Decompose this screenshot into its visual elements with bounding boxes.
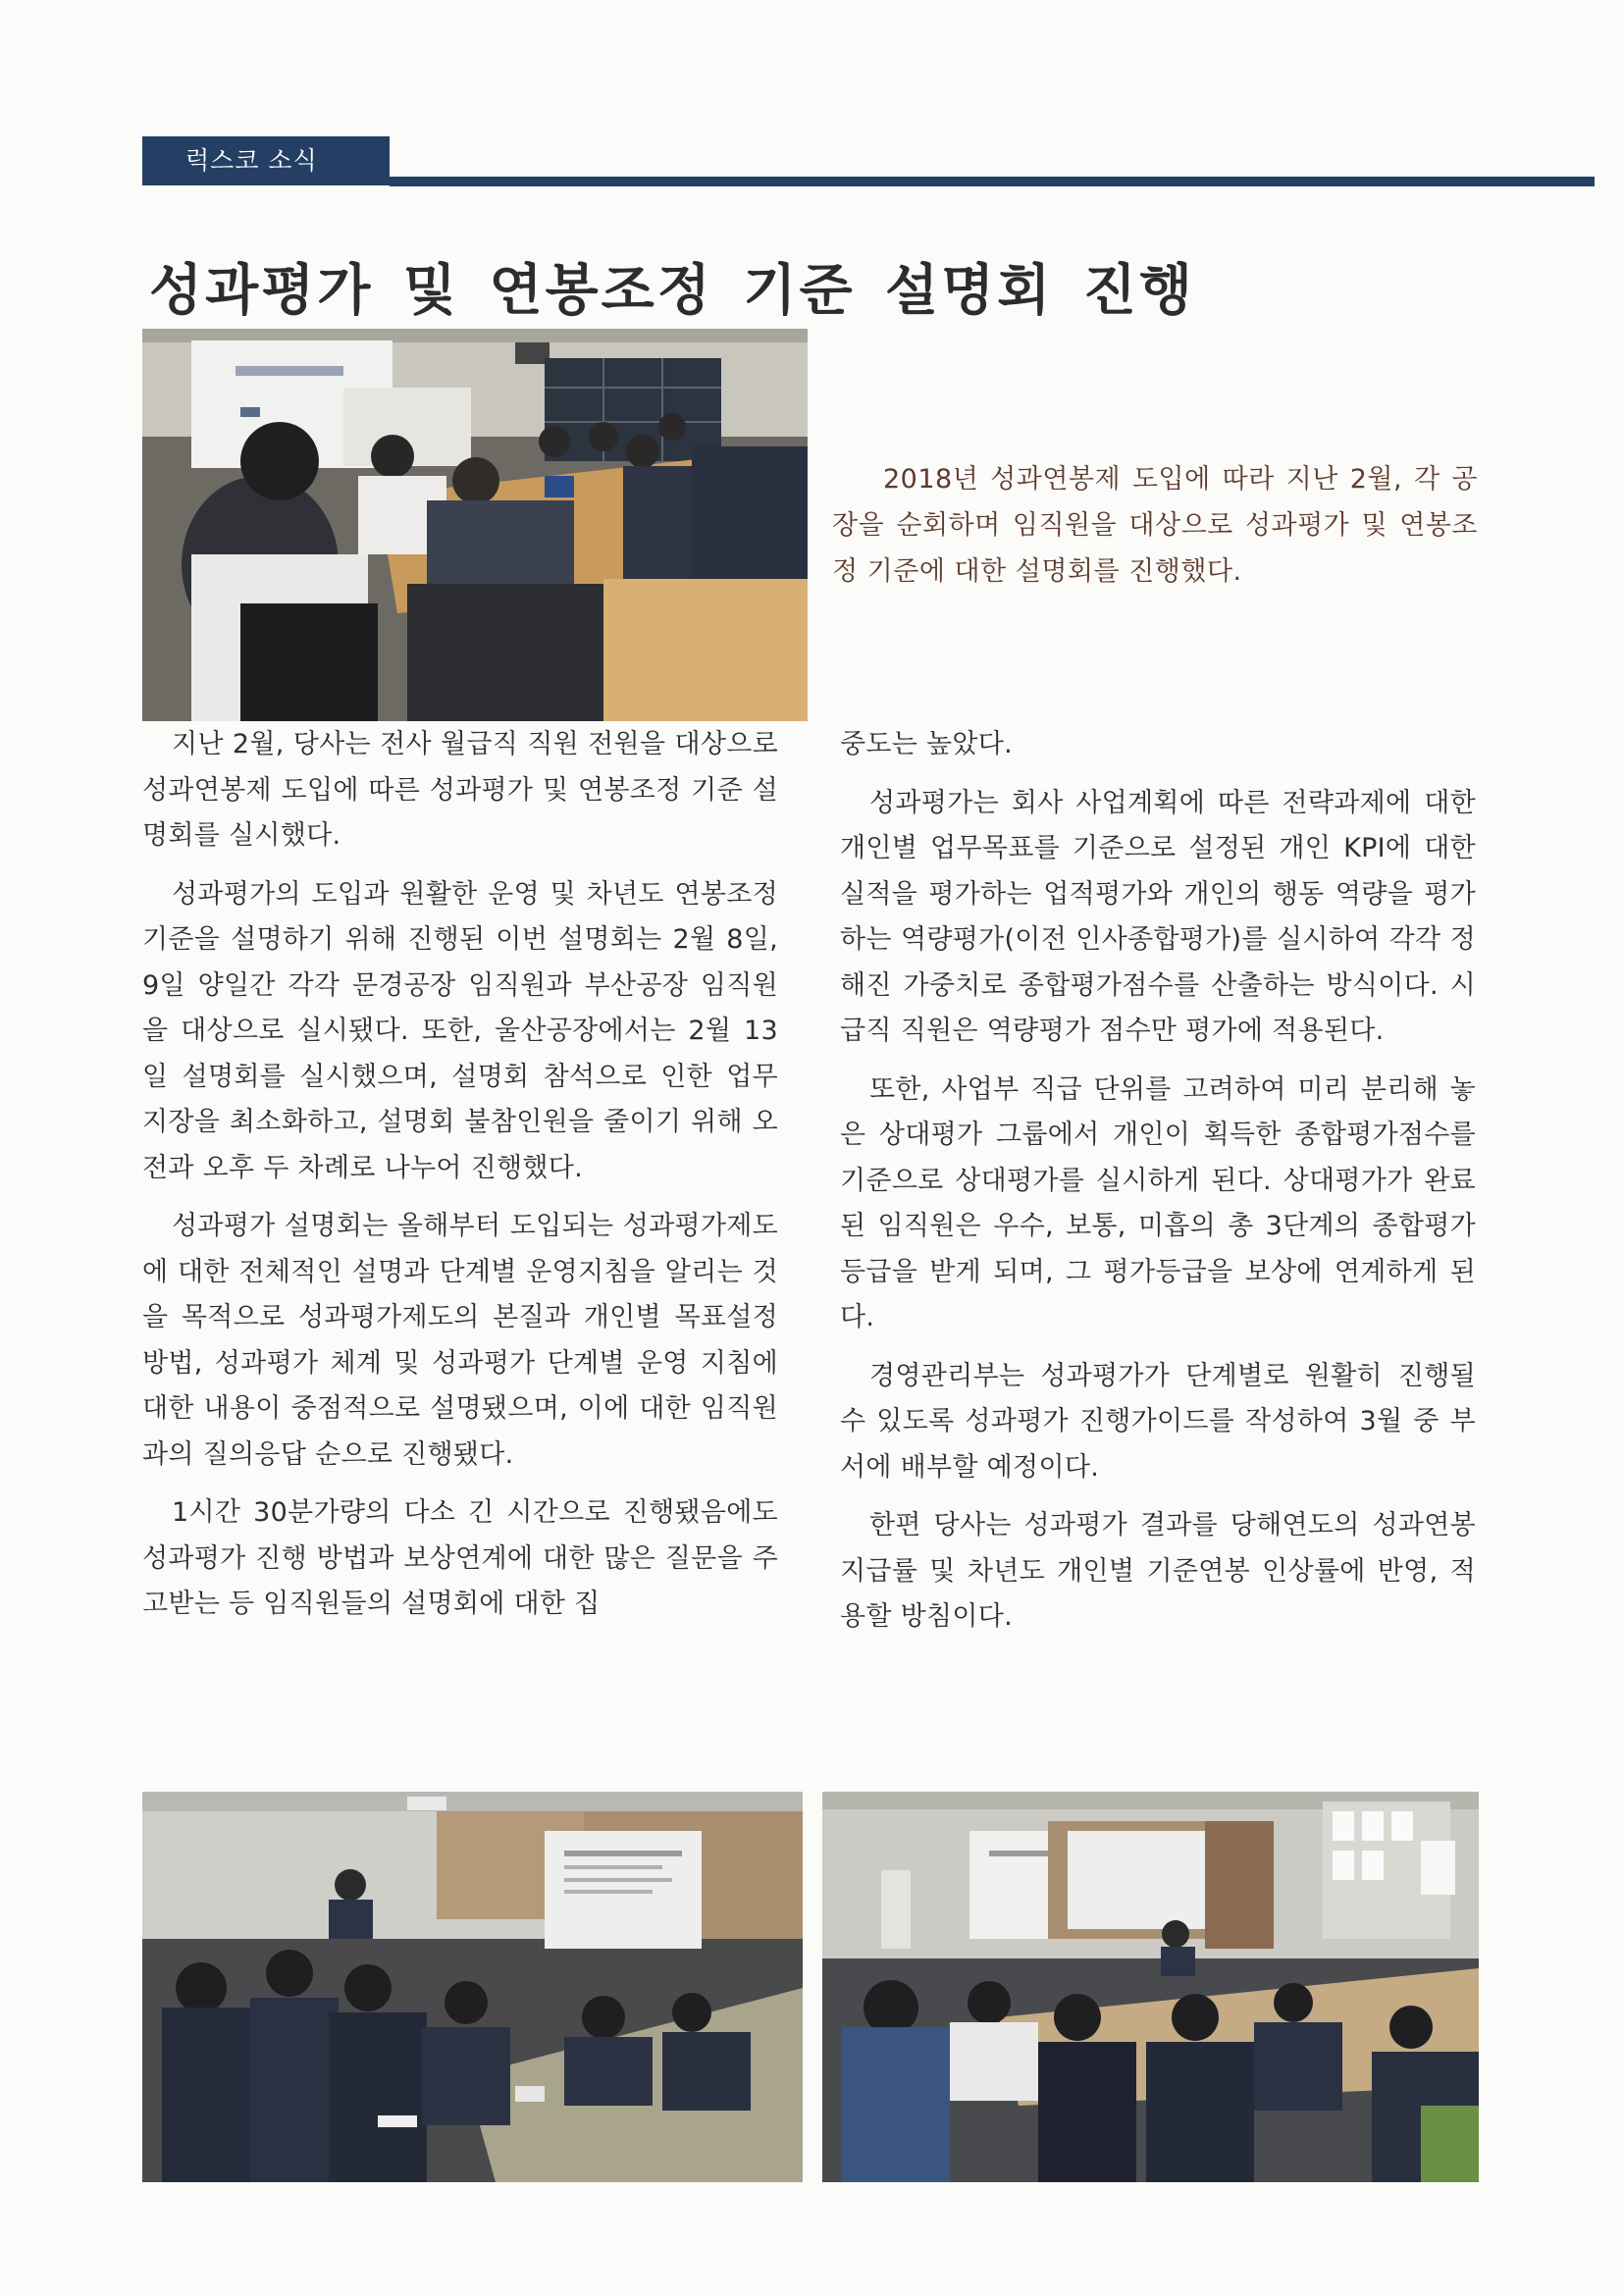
body-paragraph: 성과평가의 도입과 원활한 운영 및 차년도 연봉조정 기준을 설명하기 위해 진행된 이번 설명회는 2월 8일, 9일 양일간 각각 문경공장 임직원과 부산공장 임직원을 대상으로 실시됐다. 또한, 울산공장에서는 2월 13일 설명회를 실시했으며, 설명회 참석으로 인한 업무 지장을 최소화하고, 설명회 불참인원을 줄이기 위해 오전과 오후 두 차례로 나누어 진행했다. (142, 878, 778, 1183)
body-paragraph: 또한, 사업부 직급 단위를 고려하여 미리 분리해 놓은 상대평가 그룹에서 개인이 획득한 종합평가점수를 기준으로 상대평가를 실시하게 된다. 상대평가가 완료된 임직원은 우수, 보통, 미흡의 총 3단계의 종합평가등급을 받게 되며, 그 평가등급을 보상에 연계하게 된다. (840, 1073, 1476, 1332)
article-title: 성과평가 및 연봉조정 기준 설명회 진행 (149, 259, 1196, 323)
photo-seminar-bottom-left (142, 1792, 803, 2182)
body-paragraph: 1시간 30분가량의 다소 긴 시간으로 진행됐음에도 성과평가 진행 방법과 보상연계에 대한 많은 질문을 주고받는 등 임직원들의 설명회에 대한 집 (142, 1497, 778, 1619)
body-paragraph: 지난 2월, 당사는 전사 월급직 직원 전원을 대상으로 성과연봉제 도입에 따른 성과평가 및 연봉조정 기준 설명회를 실시했다. (142, 729, 778, 851)
body-paragraph: 경영관리부는 성과평가가 단계별로 원활히 진행될 수 있도록 성과평가 진행가이드를 작성하여 3월 중 부서에 배부할 예정이다. (840, 1360, 1476, 1483)
photo-seminar-top (142, 329, 808, 721)
body-paragraph: 성과평가 설명회는 올해부터 도입되는 성과평가제도에 대한 전체적인 설명과 단계별 운영지침을 알리는 것을 목적으로 성과평가제도의 본질과 개인별 목표설정 방법, 성과평가 체계 및 성과평가 단계별 운영 지침에 대한 내용이 중점적으로 설명됐으며, 이에 대한 임직원과의 질의응답 순으로 진행됐다. (142, 1211, 778, 1470)
body-paragraph: 중도는 높았다. (840, 729, 1014, 759)
photo-seminar-bottom-right (822, 1792, 1479, 2182)
body-paragraph: 한편 당사는 성과평가 결과를 당해연도의 성과연봉 지급률 및 차년도 개인별 기준연봉 인상률에 반영, 적용할 방침이다. (840, 1510, 1476, 1632)
body-column-right (840, 722, 1476, 1653)
body-paragraph: 성과평가는 회사 사업계획에 따른 전략과제에 대한 개인별 업무목표를 기준으로 설정된 개인 KPI에 대한 실적을 평가하는 업적평가와 개인의 행동 역량을 평가하는 역량평가(이전 인사종합평가)를 실시하여 각각 정해진 가중치로 종합평가점수를 산출하는 방식이다. 시급직 직원은 역량평가 점수만 평가에 적용된다. (840, 787, 1476, 1046)
body-column-left (142, 722, 778, 1641)
section-header (142, 136, 1595, 185)
article-lead: 2018년 성과연봉제 도입에 따라 지난 2월, 각 공장을 순회하며 임직원을 대상으로 성과평가 및 연봉조정 기준에 대한 설명회를 진행했다. (832, 464, 1478, 587)
section-rule (390, 177, 1595, 186)
section-label: 럭스코 소식 (142, 136, 390, 185)
